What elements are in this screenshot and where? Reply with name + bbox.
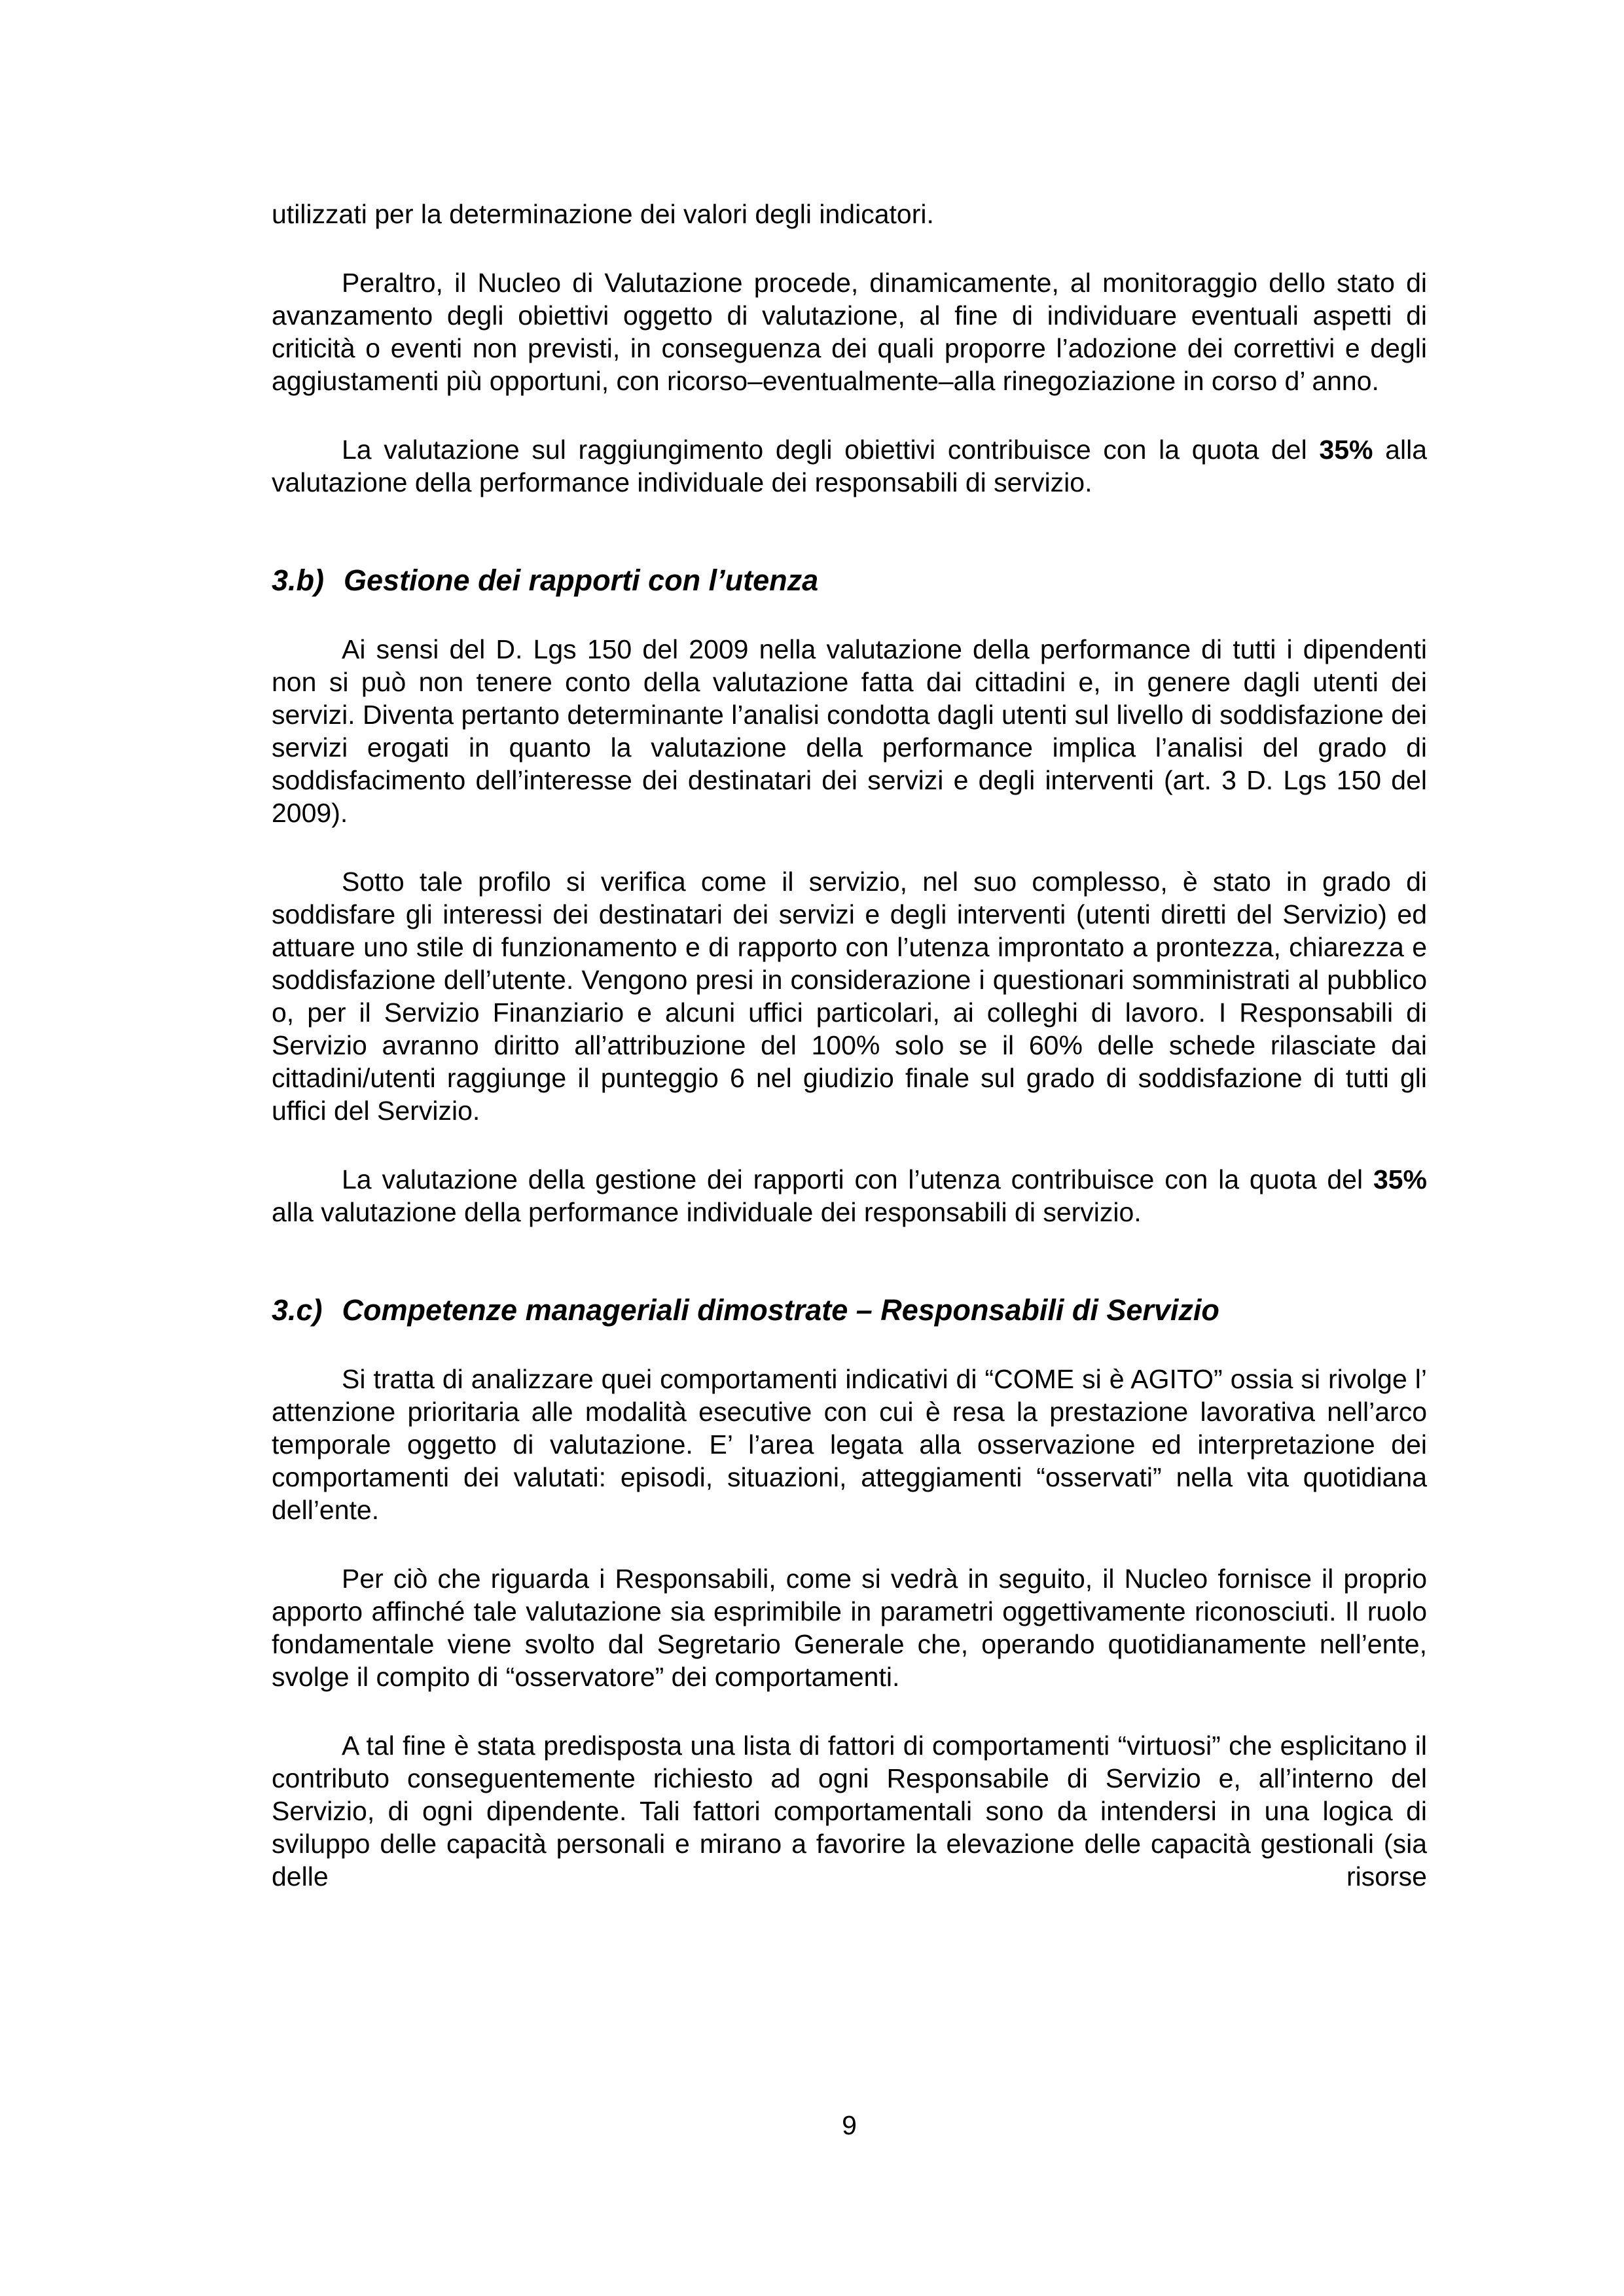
section-title-3b: Gestione dei rapporti con l’utenza	[344, 564, 819, 597]
section-heading-3c	[272, 1294, 1427, 1327]
quota-utenza-post: alla valutazione della performance individuale dei responsabili di servizio.	[272, 1197, 1142, 1227]
quota-text-post: alla valutazione della performance individuale dei responsabili di servizio.	[272, 435, 1427, 497]
quota-utenza-pre: La valutazione della gestione dei rapporti con l’utenza contribuisce con la quota del	[342, 1164, 1373, 1194]
quota-text-pre: La valutazione sul raggiungimento degli obiettivi contribuisce con la quota del	[342, 435, 1320, 465]
paragraph-come-si-e-agito: Si tratta di analizzare quei comportamenti indicativi di “COME si è AGITO” ossia si rivolge l’ attenzione prioritaria alle modalità esecutive con cui è resa la prestazione lavorativa nell’arco temporale oggetto di valutazione. E’ l’area legata alla osservazione ed interpretazione dei comportamenti dei valutati: episodi, situazioni, atteggiamenti “osservati” nella vita quotidiana dell’ente.	[272, 1364, 1427, 1525]
paragraph-dlgs150: Ai sensi del D. Lgs 150 del 2009 nella valutazione della performance di tutti i dipendenti non si può non tenere conto della valutazione fatta dai cittadini e, in genere dagli utenti dei servizi. Diventa pertanto determinante l’analisi condotta dagli utenti sul livello di soddisfazione dei servizi erogati in quanto la valutazione della performance implica l’analisi del grado di soddisfacimento dell’interesse dei destinatari dei servizi e degli interventi (art. 3 D. Lgs 150 del 2009).	[272, 634, 1427, 828]
section-heading-3b	[272, 564, 1427, 597]
section-title-3c: Competenze manageriali dimostrate – Responsabili di Servizio	[342, 1293, 1219, 1327]
paragraph-quota-utenza	[272, 1163, 1427, 1229]
section-number-3b: 3.b)	[272, 564, 325, 597]
paragraph-segretario-generale: Per ciò che riguarda i Responsabili, come si vedrà in seguito, il Nucleo fornisce il proprio apporto affinché tale valutazione sia esprimibile in parametri oggettivamente riconosciuti. Il ruolo fondamentale viene svolto dal Segretario Generale che, operando quotidianamente nell’ente, svolge il compito di “osservatore” dei comportamenti.	[272, 1564, 1427, 1692]
page-number: 9	[842, 2110, 857, 2140]
section-number-3c: 3.c)	[272, 1293, 323, 1327]
paragraph-quota-obiettivi	[272, 433, 1427, 499]
quota-utenza-percentage: 35%	[1373, 1164, 1427, 1194]
paragraph-monitoraggio: Peraltro, il Nucleo di Valutazione procede, dinamicamente, al monitoraggio dello stato di avanzamento degli obiettivi oggetto di valutazione, al fine di individuare eventuali aspetti di criticità o eventi non previsti, in conseguenza dei quali proporre l’adozione dei correttivi e degli aggiustamenti più opportuni, con ricorso–eventualmente–alla rinegoziazione in corso d’ anno.	[272, 268, 1427, 396]
quota-percentage: 35%	[1319, 435, 1373, 465]
paragraph-soddisfazione-utenti: Sotto tale profilo si verifica come il servizio, nel suo complesso, è stato in grado di soddisfare gli interessi dei destinatari dei servizi e degli interventi (utenti diretti del Servizio) ed attuare uno stile di funzionamento e di rapporto con l’utenza improntato a prontezza, chiarezza e soddisfazione dell’utente. Vengono presi in considerazione i questionari somministrati al pubblico o, per il Servizio Finanziario e alcuni uffici particolari, ai colleghi di lavoro. I Responsabili di Servizio avranno diritto all’attribuzione del 100% solo se il 60% delle schede rilasciate dai cittadini/utenti raggiunge il punteggio 6 nel giudizio finale sul grado di soddisfazione di tutti gli uffici del Servizio.	[272, 867, 1427, 1126]
paragraph-continuation: utilizzati per la determinazione dei valori degli indicatori.	[272, 199, 934, 229]
paragraph-fattori-virtuosi: A tal fine è stata predisposta una lista di fattori di comportamenti “virtuosi” che esplicitano il contributo conseguentemente richiesto ad ogni Responsabile di Servizio e, all’interno del Servizio, di ogni dipendente. Tali fattori comportamentali sono da intendersi in una logica di sviluppo delle capacità personali e mirano a favorire la elevazione delle capacità gestionali (sia delle risorse	[272, 1731, 1427, 1892]
